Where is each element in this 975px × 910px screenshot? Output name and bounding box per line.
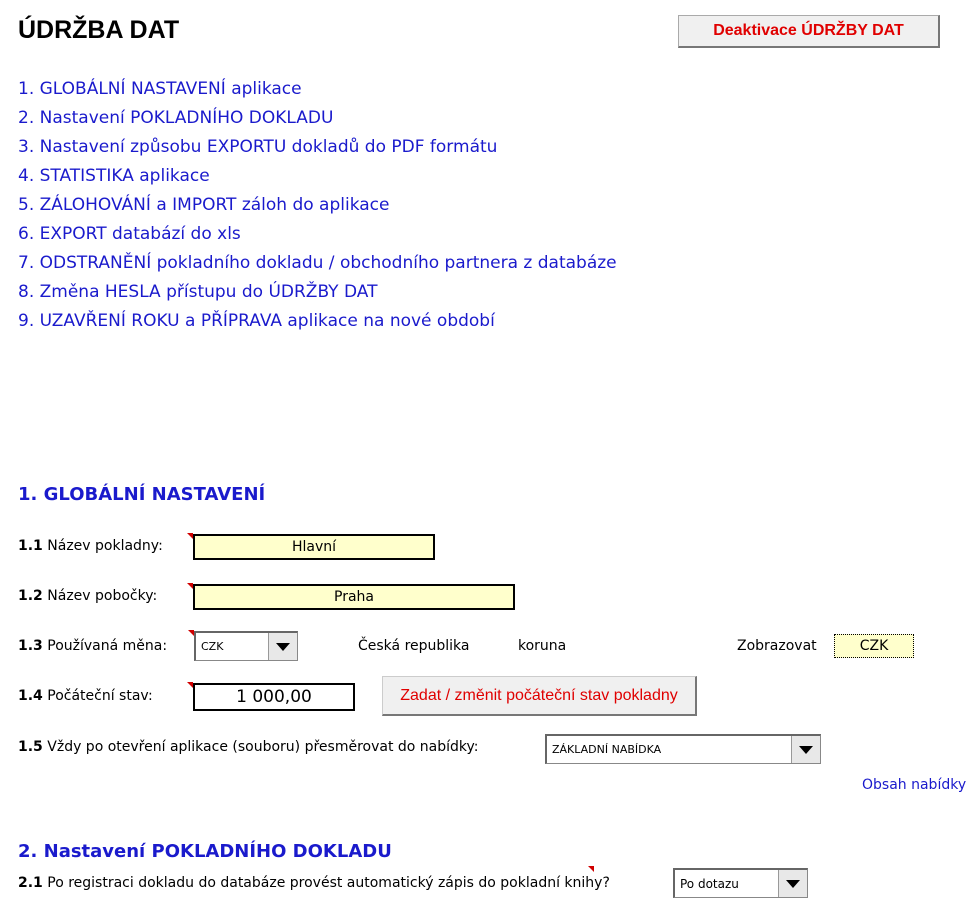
display-label: Zobrazovat [737, 638, 817, 654]
display-currency-cell[interactable]: CZK [834, 634, 914, 658]
page-title: ÚDRŽBA DAT [18, 16, 180, 44]
menu-link-delete[interactable]: 7. ODSTRANĚNÍ pokladního dokladu / obchodního partnera z databáze [18, 253, 617, 273]
field-1-2-label [18, 588, 157, 604]
menu-link-export-xls[interactable]: 6. EXPORT databází do xls [18, 224, 241, 244]
field-text: Po registraci dokladu do databáze provést automatický zápis do pokladní knihy? [42, 875, 610, 891]
menu-link-pdf-export[interactable]: 3. Nastavení způsobu EXPORTU dokladů do PDF formátu [18, 137, 498, 157]
menu-link-receipt-settings[interactable]: 2. Nastavení POKLADNÍHO DOKLADU [18, 108, 334, 128]
field-1-1-label [18, 538, 163, 554]
currency-select[interactable] [194, 631, 298, 661]
menu-contents-link[interactable]: Obsah nabídky [862, 777, 967, 793]
chevron-down-icon [786, 880, 800, 888]
menu-link-year-close[interactable]: 9. UZAVŘENÍ ROKU a PŘÍPRAVA aplikace na nové období [18, 311, 495, 331]
field-text: Název pobočky: [42, 588, 158, 604]
cash-register-name-input[interactable]: Hlavní [193, 534, 435, 560]
field-num: 1.2 [18, 588, 43, 604]
currency-name-text: koruna [518, 638, 567, 654]
field-text: Počáteční stav: [42, 688, 153, 704]
auto-cashbook-select-value: Po dotazu [680, 876, 739, 891]
chevron-down-icon [276, 643, 290, 651]
menu-link-backup[interactable]: 5. ZÁLOHOVÁNÍ a IMPORT záloh do aplikace [18, 195, 390, 215]
opening-balance-input[interactable]: 1 000,00 [193, 683, 355, 711]
field-text: Používaná měna: [42, 638, 168, 654]
field-2-1-label [18, 875, 610, 891]
field-text: Vždy po otevření aplikace (souboru) přesměrovat do nabídky: [42, 739, 479, 755]
field-1-5-label [18, 739, 479, 755]
field-num: 1.4 [18, 688, 43, 704]
field-num: 1.5 [18, 739, 43, 755]
dropdown-button[interactable] [791, 736, 820, 763]
set-opening-balance-button[interactable]: Zadat / změnit počáteční stav pokladny [382, 676, 697, 716]
startup-menu-select-value: ZÁKLADNÍ NABÍDKA [552, 743, 662, 756]
section2-heading: 2. Nastavení POKLADNÍHO DOKLADU [18, 841, 392, 862]
menu-link-statistics[interactable]: 4. STATISTIKA aplikace [18, 166, 210, 186]
comment-marker-icon [588, 866, 594, 872]
field-text: Název pokladny: [42, 538, 163, 554]
currency-select-value: CZK [201, 640, 224, 653]
menu-link-password[interactable]: 8. Změna HESLA přístupu do ÚDRŽBY DAT [18, 282, 378, 302]
dropdown-button[interactable] [778, 870, 807, 897]
section1-heading: 1. GLOBÁLNÍ NASTAVENÍ [18, 484, 266, 505]
field-1-4-label [18, 688, 153, 704]
field-num: 2.1 [18, 875, 43, 891]
menu-link-global-settings[interactable]: 1. GLOBÁLNÍ NASTAVENÍ aplikace [18, 79, 302, 99]
field-num: 1.1 [18, 538, 43, 554]
dropdown-button[interactable] [268, 633, 297, 660]
field-num: 1.3 [18, 638, 43, 654]
startup-menu-select[interactable] [545, 734, 821, 764]
chevron-down-icon [799, 746, 813, 754]
country-text: Česká republika [358, 638, 470, 654]
branch-name-input[interactable]: Praha [193, 584, 515, 610]
deactivate-button[interactable]: Deaktivace ÚDRŽBY DAT [678, 15, 940, 48]
auto-cashbook-select[interactable] [673, 868, 808, 898]
field-1-3-label [18, 638, 167, 654]
